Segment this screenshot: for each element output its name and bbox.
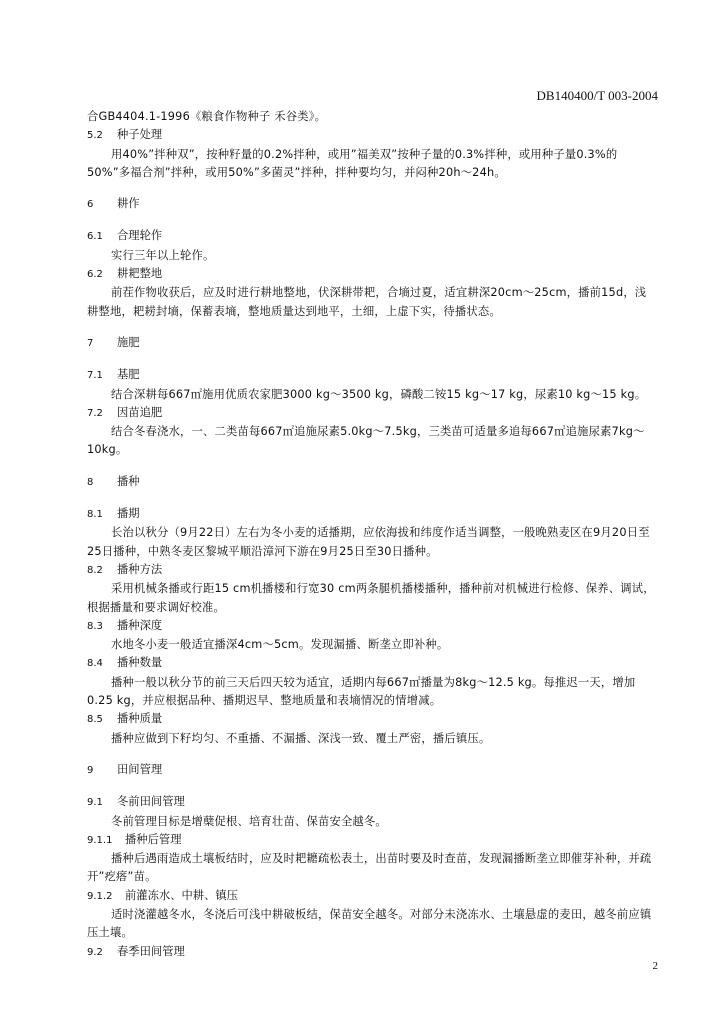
paragraph: 用40%”拌种双”，按种籽量的0.2%拌种，或用”福美双”按种子量的0.3%拌种，或用种子量0.3%的50%”多福合剂”拌种，或用50%”多菌灵”拌种，拌种要均匀，并闷种20h～24h。 [87, 147, 618, 179]
heading-title: 春季田间管理 [117, 944, 185, 958]
section-heading [87, 761, 657, 780]
section-heading [87, 195, 657, 214]
heading-title: 播种后管理 [125, 832, 182, 846]
heading-number: 8.5 [87, 714, 103, 726]
heading-number: 6 [87, 199, 94, 211]
paragraph: 播种后遇雨造成土壤板结时，应及时耙耱疏松表土，出苗时要及时查苗，发现漏播断垄立即催芽补种，并疏开”疙瘩”苗。 [87, 852, 652, 884]
heading-number: 7.2 [87, 407, 103, 419]
section-heading [87, 334, 657, 353]
subsection-heading [87, 227, 657, 246]
subsection-heading [87, 710, 657, 729]
paragraph: 合GB4404.1-1996《粮食作物种子 禾谷类》。 [87, 110, 327, 123]
heading-number: 8.1 [87, 509, 103, 521]
heading-number: 9.2 [87, 946, 103, 958]
document-code: DB140400/T 003-2004 [536, 88, 658, 103]
heading-number: 8.4 [87, 658, 103, 670]
heading-title: 前灌冻水、中耕、镇压 [125, 888, 238, 902]
heading-title: 播种方法 [117, 562, 163, 576]
paragraph: 水地冬小麦一般适宜播深4cm～5cm。发现漏播、断垄立即补种。 [111, 638, 449, 652]
heading-title: 田间管理 [117, 762, 163, 776]
heading-number: 9.1.2 [87, 890, 113, 902]
heading-title: 因苗追肥 [117, 405, 163, 419]
heading-number: 8 [87, 476, 94, 488]
page-number: 2 [652, 960, 658, 972]
subsection-heading [87, 126, 657, 145]
document-body [87, 108, 657, 962]
heading-title: 播种质量 [117, 712, 163, 726]
heading-title: 播期 [117, 507, 140, 521]
heading-title: 基肥 [117, 368, 140, 382]
heading-title: 施肥 [117, 335, 140, 349]
heading-title: 播种 [117, 474, 140, 488]
subsection-heading [87, 366, 657, 385]
heading-number: 9 [87, 764, 94, 776]
paragraph: 实行三年以上轮作。 [111, 248, 215, 262]
paragraph: 结合冬春浇水，一、二类苗每667㎡追施尿素5.0kg～7.5kg，三类苗可适量多追每667㎡追施尿素7kg～10kg。 [87, 425, 645, 457]
paragraph: 长治以秋分（9月22日）左右为冬小麦的适播期，应依海拔和纬度作适当调整，一般晚熟麦区在9月20日至25日播种，中熟冬麦区黎城平顺沿漳河下游在9月25日至30日播种。 [87, 526, 650, 558]
heading-number: 9.1.1 [87, 834, 113, 846]
heading-number: 6.2 [87, 269, 103, 281]
subsection-heading [87, 505, 657, 524]
subsection-heading [87, 943, 657, 962]
paragraph: 结合深耕每667㎡施用优质农家肥3000 kg～3500 kg，磷酸二铵15 kg～17 kg，尿素10 kg～15 kg。 [111, 387, 647, 401]
paragraph: 播种应做到下籽均匀、不重播、不漏播、深浅一致、覆土严密，播后镇压。 [111, 731, 491, 745]
paragraph: 适时浇灌越冬水，冬浇后可浅中耕破板结，保苗安全越冬。对部分未浇冻水、土壤悬虚的麦田，越冬前应镇压土壤。 [87, 907, 652, 940]
subsection-heading [87, 561, 657, 580]
subsection-heading [87, 654, 657, 673]
heading-number: 7.1 [87, 370, 103, 382]
heading-title: 播种深度 [117, 618, 163, 632]
subsection-heading [87, 617, 657, 636]
heading-title: 合理轮作 [117, 229, 163, 243]
heading-number: 6.1 [87, 231, 103, 243]
heading-number: 8.3 [87, 620, 103, 632]
subsection-heading [87, 404, 657, 423]
subsection-heading [87, 265, 657, 284]
paragraph: 采用机械条播或行距15 cm机播楼和行宽30 cm两条腿机播楼播种，播种前对机械进行检修、保养、调试，根据播量和要求调好校准。 [87, 582, 655, 614]
paragraph: 播种一般以秋分节的前三天后四天较为适宜，适期内每667㎡播量为8kg～12.5 kg。每推迟一天，增加0.25 kg，并应根据品种、播期迟早、整地质量和表墒情况的情增减。 [87, 675, 636, 708]
paragraph: 前茬作物收获后，应及时进行耕地整地，伏深耕带耙，合墒过夏，适宜耕深20cm～25cm，播前15d，浅耕整地，耙耢封墒，保蓄表墒，整地质量达到地平，土细，上虚下实，待播状态。 [87, 286, 647, 318]
subsection-heading [87, 831, 657, 850]
heading-title: 种子处理 [117, 128, 163, 142]
heading-number: 5.2 [87, 130, 103, 142]
subsection-heading [87, 793, 657, 812]
paragraph: 冬前管理目标是增蘖促根、培育壮苗、保苗安全越冬。 [111, 814, 387, 828]
heading-number: 7 [87, 337, 94, 349]
heading-title: 播种数量 [117, 656, 163, 670]
heading-title: 冬前田间管理 [117, 795, 185, 809]
heading-number: 9.1 [87, 797, 103, 809]
heading-title: 耕耙整地 [117, 267, 163, 281]
heading-title: 耕作 [117, 197, 140, 211]
section-heading [87, 473, 657, 492]
subsection-heading [87, 887, 657, 906]
heading-number: 8.2 [87, 564, 103, 576]
